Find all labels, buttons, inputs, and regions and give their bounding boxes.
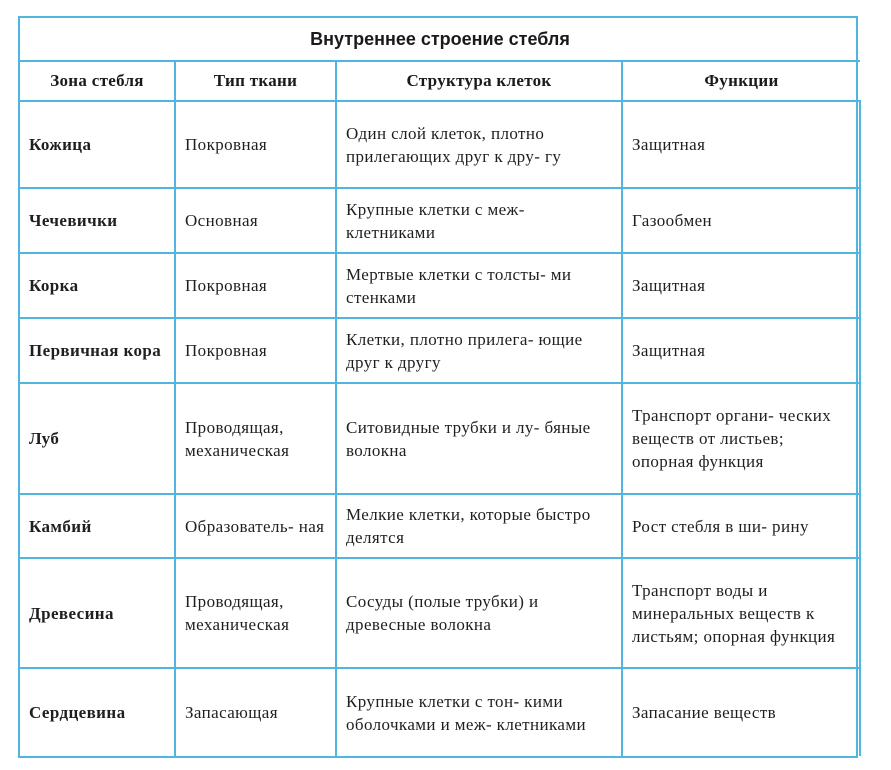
table-title: Внутреннее строение стебля: [20, 18, 860, 61]
cell-zone: Сердцевина: [20, 668, 175, 756]
cell-zone: Древесина: [20, 558, 175, 668]
cell-function: Транспорт воды и минеральных веществ к листьям; опорная функция: [622, 558, 860, 668]
cell-tissue: Покровная: [175, 253, 336, 318]
cell-function: Рост стебля в ши- рину: [622, 494, 860, 558]
cell-tissue: Покровная: [175, 101, 336, 188]
table-row: [20, 558, 860, 668]
cell-tissue: Основная: [175, 188, 336, 253]
cell-tissue: Запасающая: [175, 668, 336, 756]
table-row: [20, 188, 860, 253]
cell-zone: Луб: [20, 383, 175, 494]
cell-zone: Чечевички: [20, 188, 175, 253]
header-zone: Зона стебля: [20, 61, 175, 101]
table-header-row: [20, 61, 860, 101]
cell-structure: Мелкие клетки, которые быстро делятся: [336, 494, 622, 558]
table-title-row: [20, 18, 860, 61]
cell-zone: Первичная кора: [20, 318, 175, 383]
header-function: Функции: [622, 61, 860, 101]
table-row: [20, 101, 860, 188]
cell-structure: Ситовидные трубки и лу- бяные волокна: [336, 383, 622, 494]
cell-function: Газообмен: [622, 188, 860, 253]
cell-structure: Клетки, плотно прилега- ющие друг к другу: [336, 318, 622, 383]
cell-structure: Крупные клетки с меж- клетниками: [336, 188, 622, 253]
table-row: [20, 318, 860, 383]
cell-tissue: Проводящая, механическая: [175, 383, 336, 494]
cell-structure: Один слой клеток, плотно прилегающих друг к дру- гу: [336, 101, 622, 188]
stem-structure-table: [20, 18, 861, 756]
cell-function: Защитная: [622, 318, 860, 383]
table-row: [20, 383, 860, 494]
cell-structure: Мертвые клетки с толсты- ми стенками: [336, 253, 622, 318]
table-row: [20, 494, 860, 558]
cell-function: Защитная: [622, 101, 860, 188]
table-row: [20, 668, 860, 756]
cell-tissue: Образователь- ная: [175, 494, 336, 558]
cell-tissue: Покровная: [175, 318, 336, 383]
cell-function: Транспорт органи- ческих веществ от листьев; опорная функция: [622, 383, 860, 494]
cell-function: Защитная: [622, 253, 860, 318]
cell-zone: Камбий: [20, 494, 175, 558]
table-row: [20, 253, 860, 318]
cell-tissue: Проводящая, механическая: [175, 558, 336, 668]
cell-zone: Кожица: [20, 101, 175, 188]
cell-structure: Крупные клетки с тон- кими оболочками и меж- клетниками: [336, 668, 622, 756]
header-tissue: Тип ткани: [175, 61, 336, 101]
header-structure: Структура клеток: [336, 61, 622, 101]
stem-structure-table-frame: [18, 16, 858, 758]
cell-function: Запасание веществ: [622, 668, 860, 756]
cell-zone: Корка: [20, 253, 175, 318]
cell-structure: Сосуды (полые трубки) и древесные волокна: [336, 558, 622, 668]
